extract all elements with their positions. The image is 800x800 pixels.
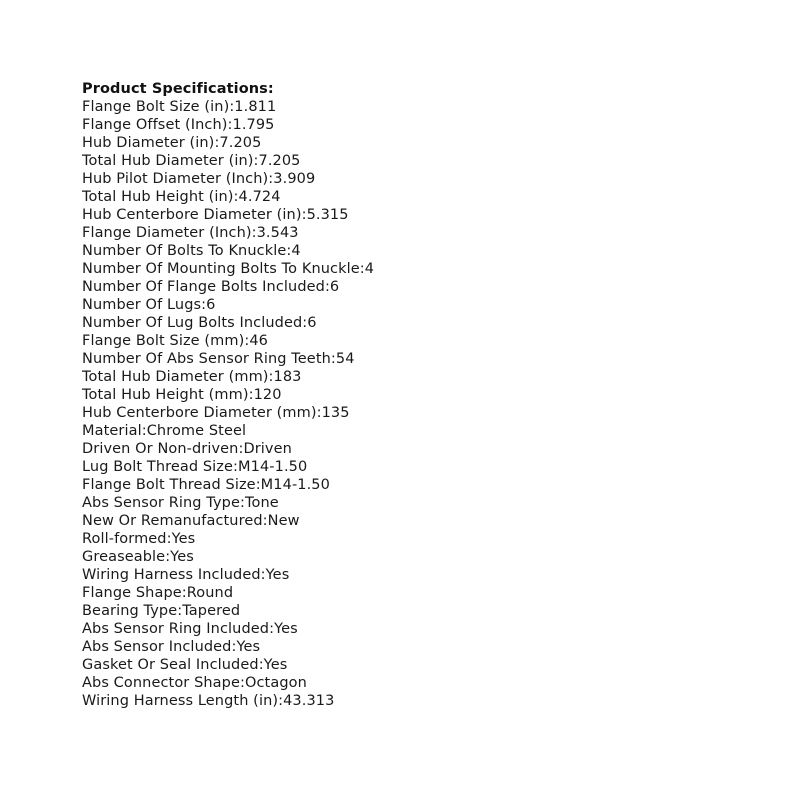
spec-row: Abs Sensor Ring Included:Yes	[82, 621, 298, 637]
spec-row: Driven Or Non-driven:Driven	[82, 441, 292, 457]
spec-row: Abs Sensor Ring Type:Tone	[82, 495, 279, 511]
spec-row: Flange Bolt Size (in):1.811	[82, 99, 277, 115]
spec-row: Flange Shape:Round	[82, 585, 234, 601]
spec-row: Number Of Lug Bolts Included:6	[82, 315, 317, 331]
page-title: Product Specifications:	[82, 81, 274, 97]
spec-row: Abs Connector Shape:Octagon	[82, 675, 307, 691]
spec-row: Number Of Flange Bolts Included:6	[82, 279, 340, 295]
spec-row: Hub Pilot Diameter (Inch):3.909	[82, 171, 316, 187]
specification-list	[82, 98, 742, 710]
spec-row: Flange Diameter (Inch):3.543	[82, 225, 299, 241]
spec-row: Flange Bolt Thread Size:M14-1.50	[82, 477, 330, 493]
product-specifications-block	[82, 80, 742, 710]
spec-row: Total Hub Diameter (mm):183	[82, 369, 302, 385]
spec-row: Hub Centerbore Diameter (mm):135	[82, 405, 350, 421]
spec-row: Greaseable:Yes	[82, 549, 194, 565]
spec-row: Total Hub Height (in):4.724	[82, 189, 281, 205]
spec-row: New Or Remanufactured:New	[82, 513, 300, 529]
spec-row: Total Hub Height (mm):120	[82, 387, 282, 403]
spec-row: Hub Centerbore Diameter (in):5.315	[82, 207, 349, 223]
spec-row: Gasket Or Seal Included:Yes	[82, 657, 288, 673]
spec-row: Total Hub Diameter (in):7.205	[82, 153, 301, 169]
spec-row: Number Of Mounting Bolts To Knuckle:4	[82, 261, 375, 277]
spec-row: Bearing Type:Tapered	[82, 603, 241, 619]
spec-row: Wiring Harness Length (in):43.313	[82, 693, 335, 709]
spec-row: Roll-formed:Yes	[82, 531, 196, 547]
spec-row: Number Of Bolts To Knuckle:4	[82, 243, 301, 259]
spec-row: Material:Chrome Steel	[82, 423, 247, 439]
spec-row: Flange Offset (Inch):1.795	[82, 117, 275, 133]
spec-row: Lug Bolt Thread Size:M14-1.50	[82, 459, 308, 475]
spec-row: Abs Sensor Included:Yes	[82, 639, 261, 655]
spec-row: Hub Diameter (in):7.205	[82, 135, 262, 151]
spec-row: Number Of Abs Sensor Ring Teeth:54	[82, 351, 355, 367]
spec-row: Number Of Lugs:6	[82, 297, 216, 313]
spec-row: Flange Bolt Size (mm):46	[82, 333, 268, 349]
spec-row: Wiring Harness Included:Yes	[82, 567, 290, 583]
